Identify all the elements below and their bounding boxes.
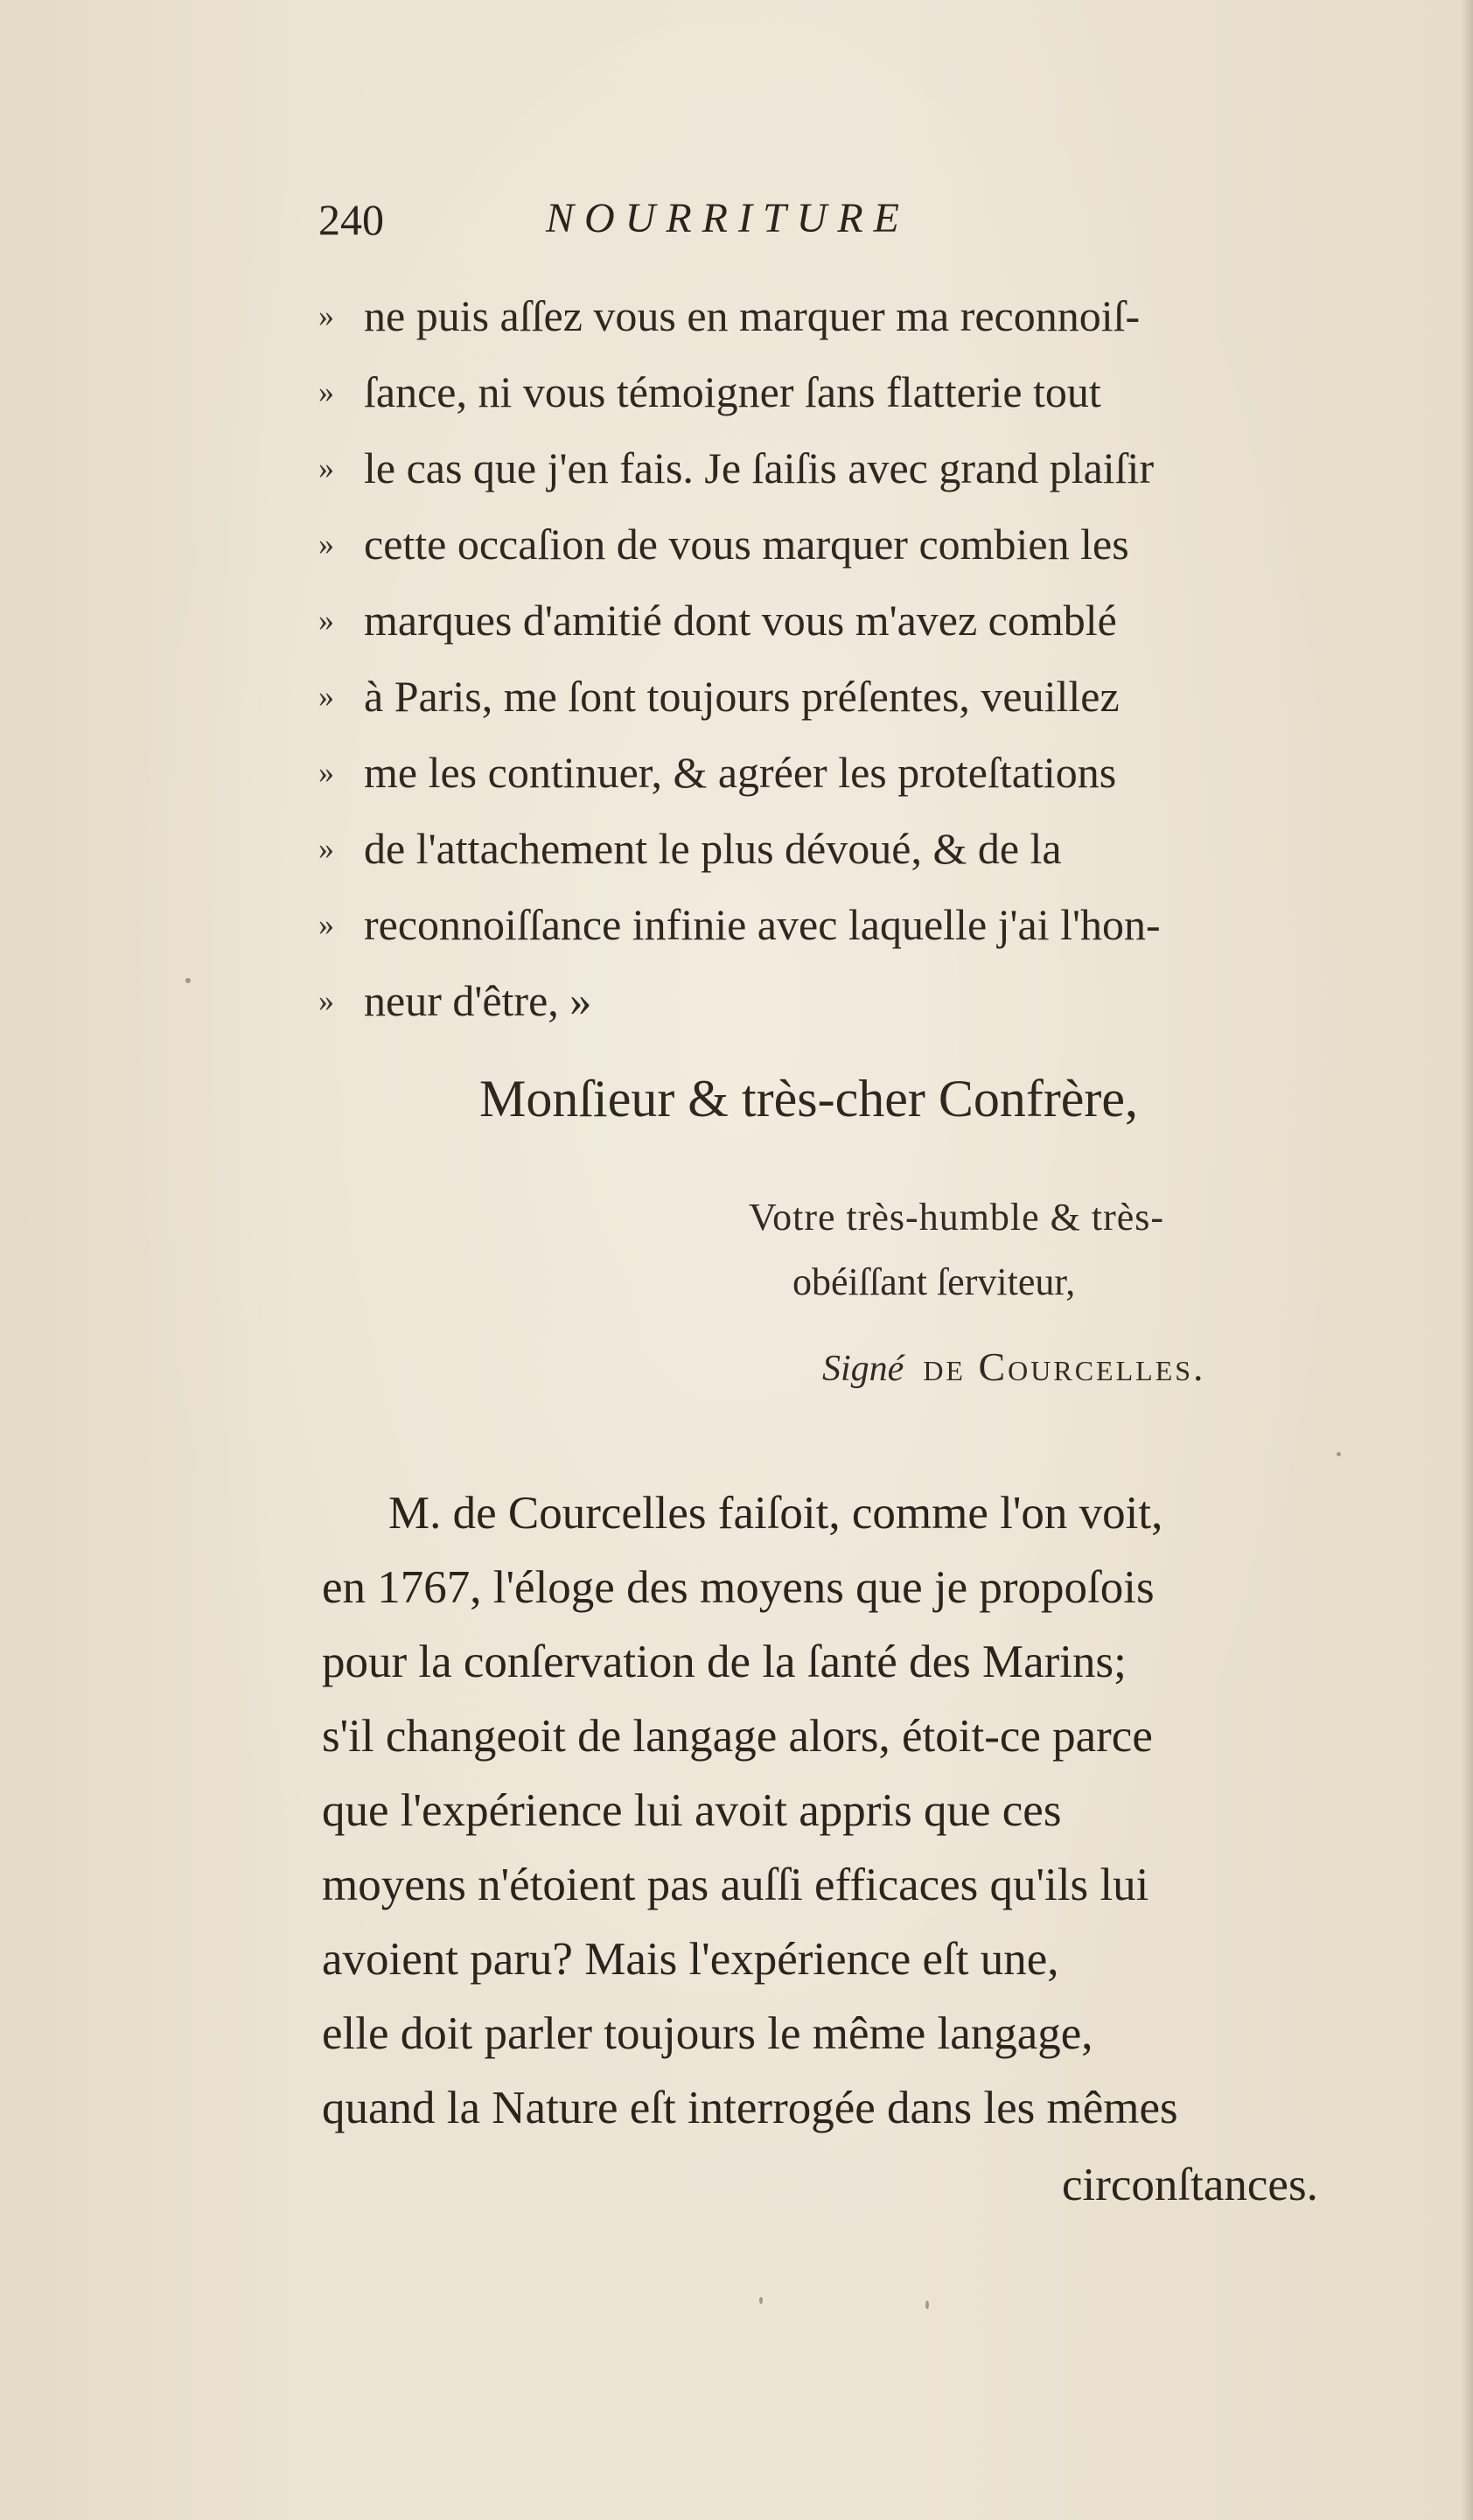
- quote-line-text: marques d'amitié dont vous m'avez comblé: [364, 596, 1117, 645]
- body-line: M. de Courcelles faiſoit, comme l'on voit,: [388, 1488, 1163, 1539]
- quote-line: [318, 354, 1377, 430]
- quote-line: [318, 659, 1377, 735]
- closing-line: obéiſſant ſerviteur,: [792, 1260, 1076, 1303]
- page-header: [318, 194, 1368, 257]
- quote-mark: »: [318, 983, 334, 1018]
- quote-line-text: de l'attachement le plus dévoué, & de la: [364, 824, 1062, 873]
- quote-mark: »: [318, 603, 334, 638]
- signatory-name: de Courcelles.: [923, 1344, 1206, 1389]
- quote-mark: »: [318, 374, 334, 409]
- page-edge-shadow: [1461, 0, 1473, 2520]
- signature: [822, 1344, 1206, 1390]
- quoted-letter: [318, 278, 1377, 1039]
- quote-line-text: à Paris, me ſont toujours préſentes, veuillez: [364, 672, 1120, 721]
- body-line: avoient paru? Mais l'expérience eſt une,: [322, 1934, 1059, 1985]
- quote-line: [318, 811, 1377, 887]
- quote-mark: »: [318, 450, 334, 485]
- quote-mark: »: [318, 907, 334, 942]
- quote-mark: »: [318, 831, 334, 866]
- running-title: NOURRITURE: [546, 195, 910, 241]
- quote-line-text: me les continuer, & agréer les proteſtations: [364, 748, 1117, 797]
- quote-line: [318, 583, 1377, 659]
- quote-line-text: ſance, ni vous témoigner ſans flatterie tout: [364, 367, 1101, 416]
- body-line: s'il changeoit de langage alors, étoit-ce parce: [322, 1711, 1153, 1762]
- body-line: que l'expérience lui avoit appris que ces: [322, 1785, 1062, 1836]
- page-number: 240: [318, 195, 384, 244]
- quote-line: [318, 735, 1377, 811]
- quote-line-text: le cas que j'en fais. Je ſaiſis avec grand plaiſir: [364, 443, 1155, 492]
- quote-line-text: cette occaſion de vous marquer combien les: [364, 520, 1129, 569]
- signed-label: Signé: [822, 1349, 904, 1389]
- closing-line: Votre très-humble & très-: [749, 1196, 1165, 1239]
- quote-mark: »: [318, 298, 334, 333]
- quote-line-text: ne puis aſſez vous en marquer ma reconnoiſ-: [364, 291, 1141, 340]
- body-line: en 1767, l'éloge des moyens que je propoſois: [322, 1562, 1155, 1613]
- paper-speck: [759, 2297, 763, 2304]
- body-paragraph: [322, 1476, 1372, 2146]
- quote-line: [318, 430, 1377, 506]
- body-line: elle doit parler toujours le même langage,: [322, 2008, 1093, 2059]
- quote-line-text: reconnoiſſance infinie avec laquelle j'ai l'hon-: [364, 900, 1161, 949]
- salutation: Monſieur & très-cher Confrère,: [479, 1070, 1139, 1127]
- quote-line: [318, 887, 1377, 963]
- paper-speck: [185, 978, 191, 983]
- catchword: circonſtances.: [1062, 2160, 1318, 2210]
- quote-mark: »: [318, 755, 334, 790]
- quote-line: [318, 278, 1377, 354]
- body-line: pour la conſervation de la ſanté des Marins;: [322, 1637, 1127, 1687]
- quote-line: [318, 963, 1377, 1039]
- quote-mark: »: [318, 527, 334, 562]
- body-line: moyens n'étoient pas auſſi efficaces qu'ils lui: [322, 1860, 1149, 1910]
- quote-line-text: neur d'être, »: [364, 976, 592, 1025]
- body-line: quand la Nature eſt interrogée dans les mêmes: [322, 2083, 1178, 2133]
- paper-speck: [1337, 1452, 1341, 1456]
- paper-speck: [925, 2300, 929, 2309]
- quote-mark: »: [318, 679, 334, 714]
- quote-line: [318, 506, 1377, 583]
